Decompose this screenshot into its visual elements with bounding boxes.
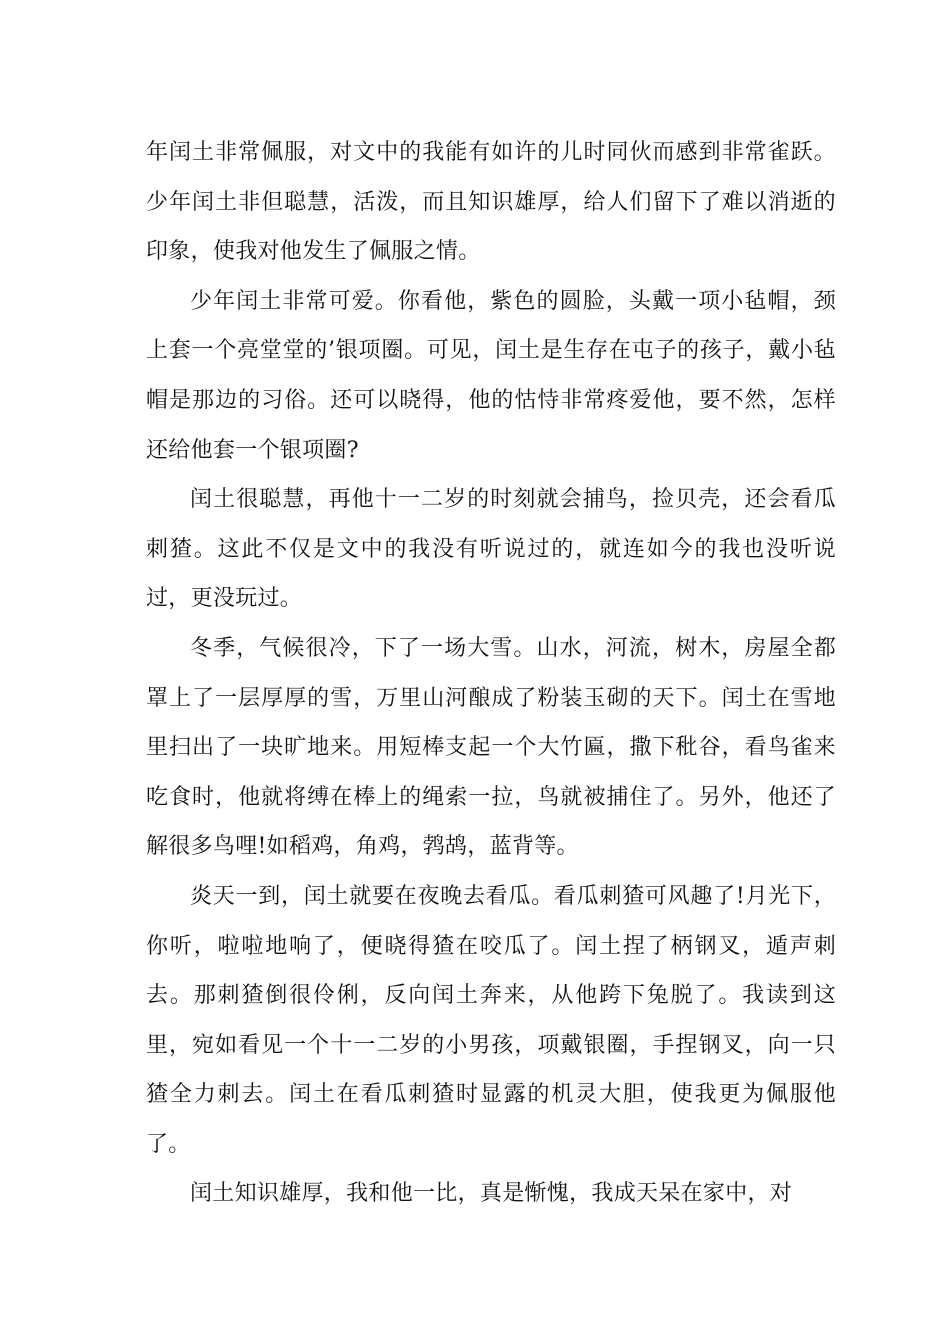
paragraph-continued: 年闰土非常佩服，对文中的我能有如许的儿时同伙而感到非常雀跃。少年闰土非但聪慧，活泼，而且知识雄厚，给人们留下了难以消逝的印象，使我对他发生了佩服之情。 [146, 140, 836, 265]
paragraph-cute: 少年闰土非常可爱。你看他，紫色的圆脸，头戴一项小毡帽，颈上套一个亮堂堂的’银项圈。可见，闰土是生存在屯子的孩子，戴小毡帽是那边的习俗。还可以晓得，他的怙恃非常疼爱他，要不然，怎样还给他套一个银项圈? [146, 288, 836, 463]
paragraph-winter: 冬季，气候很冷，下了一场大雪。山水，河流，树木，房屋全都罩上了一层厚厚的雪，万里山河酿成了粉装玉砌的天下。闰土在雪地里扫出了一块旷地来。用短棒支起一个大竹匾，撒下秕谷，看鸟雀来吃食时，他就将缚在棒上的绳索一拉，鸟就被捕住了。另外，他还了解很多鸟哩!如稻鸡，角鸡，鹁鸪，蓝背等。 [146, 635, 836, 860]
paragraph-knowledge: 闰土知识雄厚，我和他一比，真是惭愧，我成天呆在家中，对 [190, 1181, 793, 1207]
essay-body [146, 128, 836, 1219]
paragraph-summer: 炎天一到，闰土就要在夜晚去看瓜。看瓜刺猹可风趣了!月光下，你听，啦啦地响了，便晓得猹在咬瓜了。闰土捏了柄钢叉，遁声刺去。那刺猹倒很伶俐，反向闰土奔来，从他跨下兔脱了。我读到这里，宛如看见一个十一二岁的小男孩，项戴银圈，手捏钢叉，向一只猹全力刺去。闰土在看瓜刺猹时显露的机灵大胆，使我更为佩服他了。 [146, 883, 836, 1157]
paragraph-clever: 闰土很聪慧，再他十一二岁的时刻就会捕鸟，捡贝壳，还会看瓜刺猹。这此不仅是文中的我没有听说过的，就连如今的我也没听说过，更没玩过。 [146, 487, 836, 612]
